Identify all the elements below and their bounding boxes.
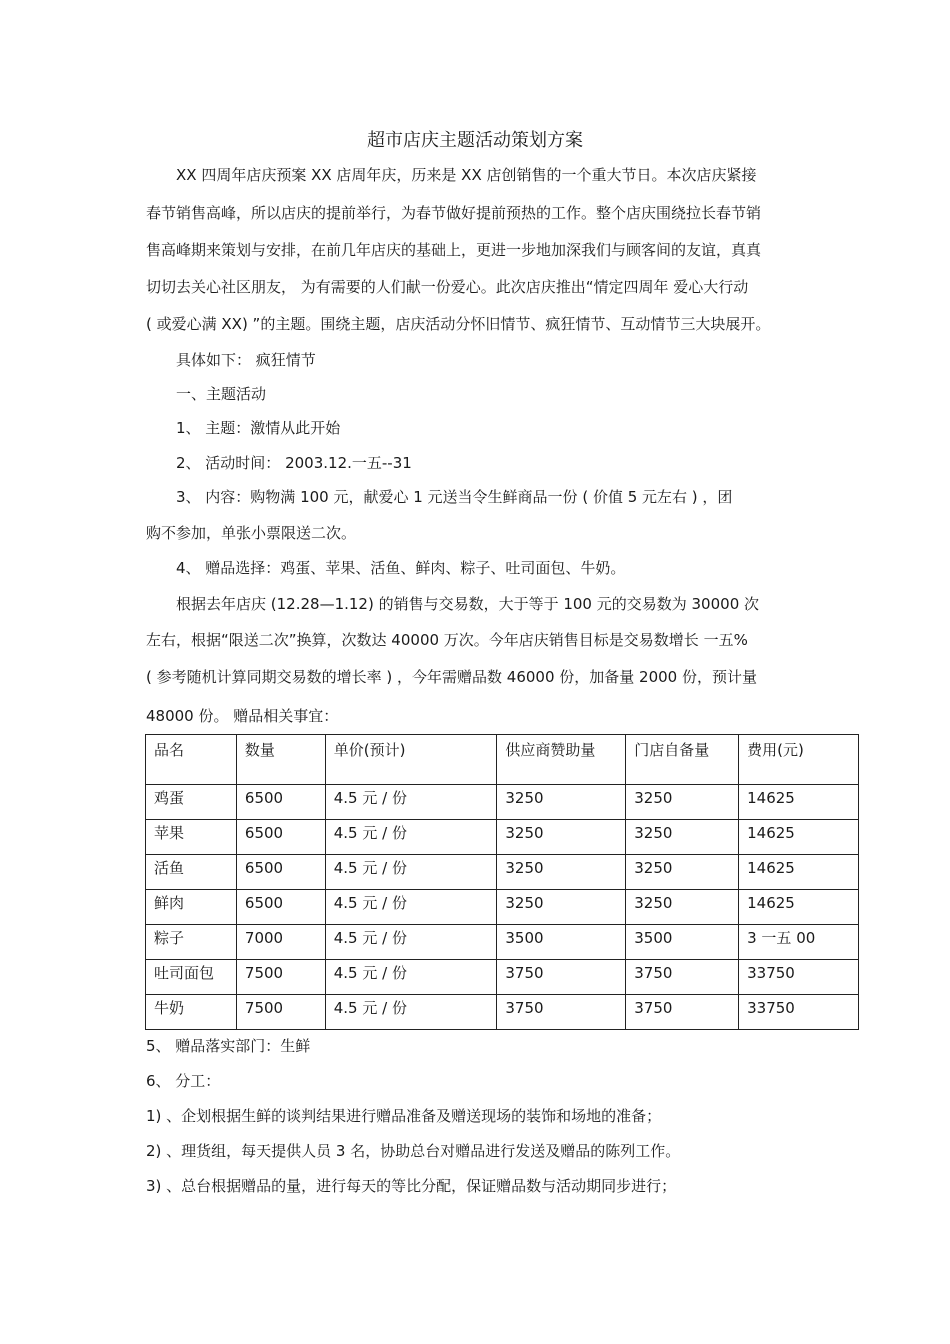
table-cell: 33750	[739, 960, 859, 995]
table-cell: 4.5 元 / 份	[325, 925, 497, 960]
section-heading: 一、主题活动	[176, 385, 267, 403]
item-theme: 1、 主题：激情从此开始	[176, 419, 341, 437]
table-cell: 3750	[497, 960, 626, 995]
table-header-row	[146, 735, 859, 785]
table-cell: 牛奶	[146, 995, 237, 1030]
table-cell: 14625	[739, 890, 859, 925]
table-cell: 4.5 元 / 份	[325, 890, 497, 925]
table-cell: 3750	[626, 960, 739, 995]
intro-line-2: 春节销售高峰，所以店庆的提前举行，为春节做好提前预热的工作。整个店庆围绕拉长春节销	[146, 204, 762, 222]
table-cell: 3250	[497, 855, 626, 890]
table-cell: 鲜肉	[146, 890, 237, 925]
item-gifts: 4、 赠品选择：鸡蛋、苹果、活鱼、鲜肉、粽子、吐司面包、牛奶。	[176, 559, 626, 577]
analysis-line-2: 左右，根据“限送二次”换算，次数达 40000 万次。今年店庆销售目标是交易数增长 一五%	[146, 631, 748, 649]
table-cell: 苹果	[146, 820, 237, 855]
table-cell: 3250	[626, 890, 739, 925]
table-row	[146, 890, 859, 925]
table-row	[146, 820, 859, 855]
table-cell: 6500	[236, 820, 325, 855]
intro-line-3: 售高峰期来策划与安排，在前几年店庆的基础上，更进一步地加深我们与顾客间的友谊，真真	[146, 241, 762, 259]
division-line-2: 2) 、理货组，每天提供人员 3 名，协助总台对赠品进行发送及赠品的陈列工作。	[146, 1142, 681, 1160]
table-row	[146, 855, 859, 890]
table-cell: 14625	[739, 855, 859, 890]
table-row	[146, 995, 859, 1030]
table-cell: 3250	[497, 890, 626, 925]
table-cell: 3250	[626, 785, 739, 820]
intro-line-5: ( 或爱心满 XX) ”的主题。围绕主题，店庆活动分怀旧情节、疯狂情节、互动情节三大块展开。	[146, 315, 771, 333]
table-cell: 3250	[626, 855, 739, 890]
header-cell: 费用(元)	[739, 735, 859, 785]
item-content-cont: 购不参加，单张小票限送二次。	[146, 524, 357, 542]
table-cell: 6500	[236, 785, 325, 820]
table-cell: 4.5 元 / 份	[325, 960, 497, 995]
header-cell: 品名	[146, 735, 237, 785]
intro-line-1: XX 四周年店庆预案 XX 店周年庆，历来是 XX 店创销售的一个重大节日。本次店庆紧接	[176, 166, 757, 184]
item-content: 3、 内容：购物满 100 元，献爱心 1 元送当令生鲜商品一份 ( 价值 5 元左右 ) ，团	[176, 488, 733, 506]
table-row	[146, 785, 859, 820]
table-cell: 3250	[497, 785, 626, 820]
division-line-3: 3) 、总台根据赠品的量，进行每天的等比分配，保证赠品数与活动期同步进行；	[146, 1177, 677, 1195]
table-cell: 14625	[739, 820, 859, 855]
intro-line-4: 切切去关心社区朋友， 为有需要的人们献一份爱心。此次店庆推出“情定四周年 爱心大行动	[146, 278, 749, 296]
table-cell: 4.5 元 / 份	[325, 785, 497, 820]
table-cell: 粽子	[146, 925, 237, 960]
item-department: 5、 赠品落实部门：生鲜	[146, 1037, 311, 1055]
table-cell: 6500	[236, 890, 325, 925]
table-cell: 7500	[236, 995, 325, 1030]
table-cell: 4.5 元 / 份	[325, 995, 497, 1030]
division-line-1: 1) 、企划根据生鲜的谈判结果进行赠品准备及赠送现场的装饰和场地的准备；	[146, 1107, 662, 1125]
document-title: 超市店庆主题活动策划方案	[367, 130, 583, 151]
table-cell: 3750	[497, 995, 626, 1030]
table-row	[146, 925, 859, 960]
table-cell: 吐司面包	[146, 960, 237, 995]
table-cell: 3500	[497, 925, 626, 960]
item-time: 2、 活动时间： 2003.12.一五--31	[176, 454, 412, 472]
header-cell: 数量	[236, 735, 325, 785]
header-cell: 供应商赞助量	[497, 735, 626, 785]
table-cell: 活鱼	[146, 855, 237, 890]
table-cell: 鸡蛋	[146, 785, 237, 820]
table-cell: 3250	[626, 820, 739, 855]
analysis-line-4: 48000 份。 赠品相关事宜：	[146, 707, 339, 725]
header-cell: 单价(预计)	[325, 735, 497, 785]
table-cell: 14625	[739, 785, 859, 820]
table-cell: 3750	[626, 995, 739, 1030]
specifics-line: 具体如下： 疯狂情节	[176, 351, 316, 369]
analysis-line-3: ( 参考随机计算同期交易数的增长率 ) ，今年需赠品数 46000 份，加备量 2000 份，预计量	[146, 668, 757, 686]
table-cell: 3500	[626, 925, 739, 960]
table-cell: 4.5 元 / 份	[325, 820, 497, 855]
table-cell: 6500	[236, 855, 325, 890]
analysis-line-1: 根据去年店庆 (12.28—1.12) 的销售与交易数，大于等于 100 元的交易数为 30000 次	[176, 595, 760, 613]
table-cell: 7500	[236, 960, 325, 995]
header-cell: 门店自备量	[626, 735, 739, 785]
table-row	[146, 960, 859, 995]
item-division: 6、 分工：	[146, 1072, 221, 1090]
table-cell: 3250	[497, 820, 626, 855]
table-cell: 33750	[739, 995, 859, 1030]
gift-table	[145, 734, 859, 1030]
table-cell: 7000	[236, 925, 325, 960]
table-cell: 4.5 元 / 份	[325, 855, 497, 890]
table-cell: 3 一五 00	[739, 925, 859, 960]
